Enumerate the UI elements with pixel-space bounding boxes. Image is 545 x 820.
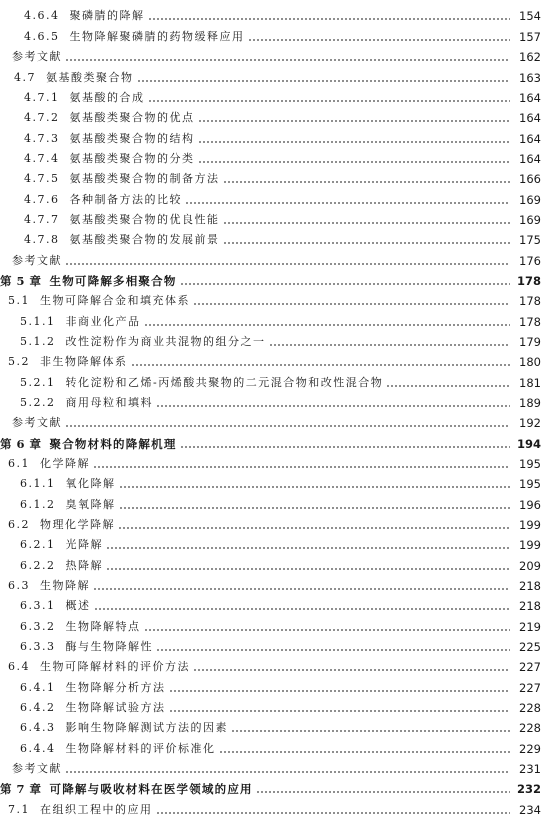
toc-row <box>0 6 545 26</box>
toc-row <box>0 27 545 47</box>
toc-title: 参考文献 <box>12 50 62 63</box>
toc-row <box>0 129 545 149</box>
toc-page-number: 195 <box>519 457 541 471</box>
dot-leader <box>148 88 511 108</box>
toc-title: 氨基酸的合成 <box>69 91 145 104</box>
toc-title: 非商业化产品 <box>65 315 141 328</box>
toc-title: 氨基酸类聚合物的发展前景 <box>69 233 220 246</box>
toc-number: 5.2.1 <box>20 376 56 389</box>
toc-page-number: 176 <box>519 254 541 268</box>
toc-page-number: 218 <box>519 599 541 613</box>
dot-leader <box>144 617 511 637</box>
dot-leader <box>269 332 511 352</box>
toc-page-number: 162 <box>519 50 541 64</box>
toc-page-number: 164 <box>519 111 541 125</box>
dot-leader <box>148 6 511 26</box>
toc-title: 生物降解材料的评价标准化 <box>65 742 216 755</box>
dot-leader <box>219 739 511 759</box>
dot-leader <box>223 169 511 189</box>
toc-title: 在组织工程中的应用 <box>40 803 153 816</box>
dot-leader <box>180 434 510 454</box>
toc-number: 6.4 <box>8 660 30 673</box>
dot-leader <box>169 698 511 718</box>
toc-page-number: 169 <box>519 213 541 227</box>
toc-row <box>0 739 545 759</box>
toc-title: 各种制备方法的比较 <box>69 193 182 206</box>
toc-page-number: 164 <box>519 152 541 166</box>
toc-page-number: 232 <box>516 782 541 796</box>
dot-leader <box>231 718 510 738</box>
dot-leader <box>65 413 510 433</box>
toc-title: 参考文献 <box>12 416 62 429</box>
toc-number: 5.1.2 <box>20 335 56 348</box>
toc-row <box>0 698 545 718</box>
toc-page-number: 199 <box>519 518 541 532</box>
toc-number: 6.4.3 <box>20 721 56 734</box>
toc-row <box>0 657 545 677</box>
toc-title: 参考文献 <box>12 762 62 775</box>
toc-page-number: 175 <box>519 233 541 247</box>
toc-number: 6.1.1 <box>20 477 56 490</box>
toc-number: 4.7.7 <box>24 213 60 226</box>
toc-page-number: 180 <box>519 355 541 369</box>
toc-page-number: 234 <box>519 803 541 817</box>
dot-leader <box>144 312 511 332</box>
toc-row <box>0 190 545 210</box>
toc-number: 5.2 <box>8 355 30 368</box>
toc-title: 酶与生物降解性 <box>65 640 153 653</box>
toc-number: 4.7.1 <box>24 91 60 104</box>
toc-title: 聚合物材料的降解机理 <box>49 437 177 451</box>
toc-title: 物理化学降解 <box>40 518 115 531</box>
toc-row <box>0 210 545 230</box>
toc-row <box>0 230 545 250</box>
toc-page-number: 163 <box>519 71 541 85</box>
toc-title: 光降解 <box>65 538 103 551</box>
toc-page-number: 196 <box>519 498 541 512</box>
dot-leader <box>65 759 510 779</box>
dot-leader <box>156 637 510 657</box>
toc-page-number: 166 <box>519 172 541 186</box>
toc-row <box>0 556 545 576</box>
toc-row <box>0 474 545 494</box>
toc-page-number: 231 <box>519 762 541 776</box>
toc-page-number: 228 <box>519 701 541 715</box>
toc-page-number: 164 <box>519 91 541 105</box>
toc-page-number: 219 <box>519 620 541 634</box>
toc-title: 可降解与吸收材料在医学领域的应用 <box>49 782 253 796</box>
toc-page-number: 178 <box>516 274 541 288</box>
dot-leader <box>193 657 510 677</box>
dot-leader <box>106 535 510 555</box>
toc-row <box>0 47 545 67</box>
toc-row <box>0 800 545 820</box>
toc-title: 改性淀粉作为商业共混物的组分之一 <box>65 335 266 348</box>
dot-leader <box>223 230 511 250</box>
toc-row <box>0 149 545 169</box>
toc-number: 4.7.4 <box>24 152 60 165</box>
toc-page-number: 169 <box>519 193 541 207</box>
toc-row <box>0 88 545 108</box>
dot-leader <box>198 129 511 149</box>
toc-number: 7.1 <box>8 803 30 816</box>
toc-number: 4.7.8 <box>24 233 60 246</box>
dot-leader <box>248 27 511 47</box>
toc-row <box>0 596 545 616</box>
toc-title: 热降解 <box>65 559 103 572</box>
toc-row <box>0 678 545 698</box>
toc-row <box>0 759 545 779</box>
toc-number: 6.3.2 <box>20 620 56 633</box>
dot-leader <box>93 454 510 474</box>
dot-leader <box>131 352 511 372</box>
toc-number: 4.7.5 <box>24 172 60 185</box>
toc-page-number: 218 <box>519 579 541 593</box>
toc-title: 概述 <box>65 599 91 612</box>
toc-number: 6.4.4 <box>20 742 56 755</box>
toc-number: 6.1.2 <box>20 498 56 511</box>
toc-page-number: 178 <box>519 294 541 308</box>
toc-title: 生物降解试验方法 <box>65 701 166 714</box>
toc-page-number: 178 <box>519 315 541 329</box>
dot-leader <box>193 291 510 311</box>
dot-leader <box>119 495 511 515</box>
toc-row <box>0 535 545 555</box>
dot-leader <box>185 190 510 210</box>
toc-row <box>0 413 545 433</box>
toc-row <box>0 169 545 189</box>
toc-number: 4.7.6 <box>24 193 60 206</box>
toc-row <box>0 373 545 393</box>
toc-page-number: 227 <box>519 681 541 695</box>
toc-row <box>0 495 545 515</box>
toc-number: 第 5 章 <box>0 274 42 288</box>
dot-leader <box>169 678 511 698</box>
dot-leader <box>65 251 510 271</box>
dot-leader <box>94 596 511 616</box>
toc-number: 6.3.1 <box>20 599 56 612</box>
toc-title: 影响生物降解测试方法的因素 <box>65 721 228 734</box>
toc-page-number: 229 <box>519 742 541 756</box>
dot-leader <box>65 47 510 67</box>
toc-row <box>0 393 545 413</box>
toc-number: 6.3 <box>8 579 30 592</box>
toc-page-number: 189 <box>519 396 541 410</box>
toc-title: 氨基酸类聚合物 <box>46 71 134 84</box>
toc-row <box>0 637 545 657</box>
dot-leader <box>256 779 510 799</box>
toc-title: 生物降解 <box>40 579 90 592</box>
toc-number: 6.1 <box>8 457 30 470</box>
toc-chapter-row <box>0 271 545 291</box>
dot-leader <box>137 68 511 88</box>
dot-leader <box>156 800 511 820</box>
toc-title: 臭氧降解 <box>65 498 116 511</box>
dot-leader <box>106 556 510 576</box>
toc-row <box>0 515 545 535</box>
toc-number: 4.7.3 <box>24 132 60 145</box>
toc-number: 6.2.1 <box>20 538 56 551</box>
toc-row <box>0 312 545 332</box>
toc-title: 聚磷腈的降解 <box>69 9 145 22</box>
toc-row <box>0 454 545 474</box>
toc-number: 4.6.4 <box>24 9 60 22</box>
toc-title: 生物降解分析方法 <box>65 681 166 694</box>
dot-leader <box>198 108 511 128</box>
toc-number: 6.4.1 <box>20 681 56 694</box>
toc-title: 生物可降解多相聚合物 <box>49 274 177 288</box>
toc-title: 生物可降解合金和填充体系 <box>40 294 190 307</box>
toc-title: 生物降解聚磷腈的药物缓释应用 <box>69 30 245 43</box>
toc-number: 4.6.5 <box>24 30 60 43</box>
toc-number: 第 6 章 <box>0 437 42 451</box>
toc-page-number: 164 <box>519 132 541 146</box>
toc-title: 氨基酸类聚合物的优良性能 <box>69 213 220 226</box>
toc-row <box>0 617 545 637</box>
toc-row <box>0 352 545 372</box>
toc-chapter-row <box>0 434 545 454</box>
toc-page-number: 209 <box>519 559 541 573</box>
toc-title: 氨基酸类聚合物的结构 <box>69 132 195 145</box>
toc-row <box>0 108 545 128</box>
toc-title: 参考文献 <box>12 254 62 267</box>
toc-number: 4.7 <box>14 71 36 84</box>
toc-title: 氨基酸类聚合物的制备方法 <box>69 172 220 185</box>
toc-number: 6.4.2 <box>20 701 56 714</box>
toc-page-number: 157 <box>519 30 541 44</box>
toc-row <box>0 251 545 271</box>
dot-leader <box>180 271 510 291</box>
toc-title: 氧化降解 <box>65 477 116 490</box>
toc-row <box>0 718 545 738</box>
dot-leader <box>118 515 510 535</box>
toc-page-number: 179 <box>519 335 541 349</box>
toc-number: 5.1 <box>8 294 30 307</box>
toc-title: 氨基酸类聚合物的优点 <box>69 111 195 124</box>
toc-row <box>0 332 545 352</box>
toc-row <box>0 291 545 311</box>
toc-title: 转化淀粉和乙烯-丙烯酸共聚物的二元混合物和改性混合物 <box>65 376 384 389</box>
toc-page-number: 195 <box>519 477 541 491</box>
dot-leader <box>223 210 511 230</box>
toc-title: 氨基酸类聚合物的分类 <box>69 152 195 165</box>
toc-row <box>0 68 545 88</box>
toc-chapter-row <box>0 779 545 799</box>
toc-row <box>0 576 545 596</box>
toc-number: 第 7 章 <box>0 782 42 796</box>
toc-title: 生物降解特点 <box>65 620 141 633</box>
toc-page-number: 228 <box>519 721 541 735</box>
toc-number: 6.3.3 <box>20 640 56 653</box>
toc-title: 化学降解 <box>40 457 90 470</box>
toc-number: 6.2.2 <box>20 559 56 572</box>
toc-number: 6.2 <box>8 518 30 531</box>
toc-page-number: 154 <box>519 9 541 23</box>
dot-leader <box>93 576 510 596</box>
toc-title: 生物可降解材料的评价方法 <box>40 660 190 673</box>
toc-page-number: 199 <box>519 538 541 552</box>
toc-number: 5.2.2 <box>20 396 56 409</box>
toc-page-number: 225 <box>519 640 541 654</box>
toc-page-number: 192 <box>519 416 541 430</box>
toc-number: 5.1.1 <box>20 315 56 328</box>
toc-page-number: 181 <box>519 376 541 390</box>
dot-leader <box>198 149 511 169</box>
toc-page-number: 194 <box>516 437 541 451</box>
toc-number: 4.7.2 <box>24 111 60 124</box>
dot-leader <box>119 474 511 494</box>
dot-leader <box>386 373 510 393</box>
toc-page-number: 227 <box>519 660 541 674</box>
toc-title: 非生物降解体系 <box>40 355 128 368</box>
dot-leader <box>156 393 510 413</box>
toc-title: 商用母粒和填料 <box>65 396 153 409</box>
